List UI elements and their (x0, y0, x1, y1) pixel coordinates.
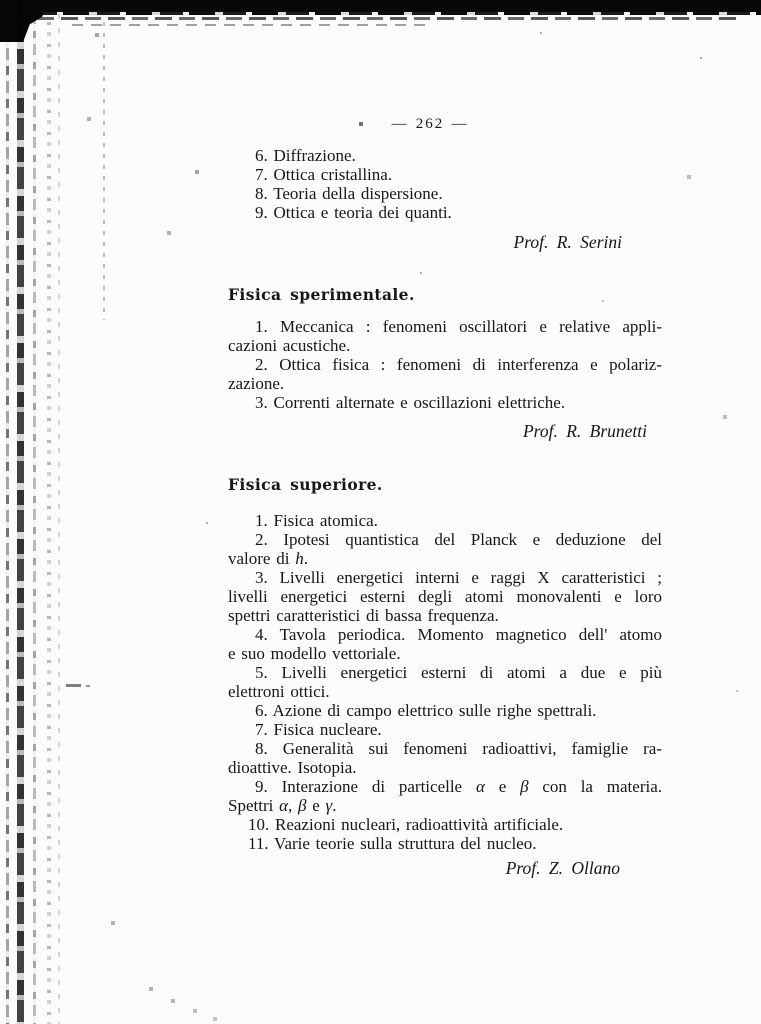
course-item (228, 834, 662, 853)
course-item (228, 720, 662, 739)
text-line: 1. Meccanica : fenomeni oscillatori e relative appli- (255, 317, 662, 336)
text-line (228, 796, 662, 815)
scan-dashed-rule (14, 17, 738, 20)
course-list (228, 511, 662, 853)
greek-beta: β (520, 777, 529, 796)
text-line: 8. Teoria della dispersione. (255, 184, 443, 203)
course-item (228, 355, 662, 393)
binding-streak (6, 0, 9, 1024)
text-segment: e (306, 796, 326, 815)
binding-streak (58, 0, 60, 1024)
section-heading: Fisica sperimentale. (228, 285, 415, 304)
text-line: 8. Generalità sui fenomeni radioattivi, famiglie ra- (255, 739, 662, 758)
professor-signature: Prof. R. Serini (513, 232, 622, 252)
text-line (228, 777, 662, 796)
text-line: 11. Varie teorie sulla struttura del nucleo. (248, 834, 537, 853)
page-content (228, 115, 662, 878)
course-item (228, 146, 662, 165)
professor-signature: Prof. R. Brunetti (522, 421, 647, 441)
book-binding-streaks (0, 0, 112, 1024)
text-segment: . (332, 796, 337, 815)
binding-streak (103, 0, 105, 320)
text-line: dioattive. Isotopia. (228, 758, 357, 777)
course-item (228, 739, 662, 777)
course-item (228, 393, 662, 412)
course-item (228, 663, 662, 701)
page-number: — 262 — (391, 116, 469, 132)
course-item (228, 203, 662, 222)
text-line: spettri caratteristici di bassa frequenza. (228, 606, 499, 625)
scan-speckles (0, 0, 2, 2)
greek-gamma: γ (325, 796, 333, 815)
text-line: 3. Correnti alternate e oscillazioni elettriche. (255, 393, 566, 412)
text-line: cazioni acustiche. (228, 336, 351, 355)
text-segment: . (303, 549, 308, 568)
scan-dashed-rule-faint (72, 24, 432, 26)
text-segment: con la materia. (528, 777, 663, 796)
text-line: 7. Ottica cristallina. (255, 165, 393, 184)
text-line: 3. Livelli energetici interni e raggi X caratteristici ; (255, 568, 662, 587)
course-item (228, 317, 662, 355)
course-item (228, 568, 662, 625)
text-line: 4. Tavola periodica. Momento magnetico dell' atomo (255, 625, 662, 644)
scan-top-band (0, 0, 761, 12)
text-line: 6. Azione di campo elettrico sulle righe spettrali. (255, 701, 597, 720)
binding-streak (47, 0, 51, 1024)
text-segment: valore di (228, 549, 296, 568)
margin-pen-mark (66, 684, 81, 687)
scan-top-band-ragged-edge (0, 12, 761, 15)
course-item (228, 625, 662, 663)
text-line: 6. Diffrazione. (255, 146, 356, 165)
text-line: 7. Fisica nucleare. (255, 720, 382, 739)
text-segment: 9. Interazione di particelle (255, 777, 476, 796)
text-line: 2. Ipotesi quantistica del Planck e deduzione del (255, 530, 662, 549)
text-line: 1. Fisica atomica. (255, 511, 378, 530)
course-item (228, 777, 662, 815)
text-line: 10. Reazioni nucleari, radioattività artificiale. (248, 815, 564, 834)
course-item (228, 530, 662, 568)
greek-beta: β (298, 796, 307, 815)
greek-alpha: α (279, 796, 289, 815)
text-segment: Spettri (228, 796, 280, 815)
text-line: 9. Ottica e teoria dei quanti. (255, 203, 452, 222)
section-heading: Fisica superiore. (228, 475, 383, 494)
text-line: 5. Livelli energetici esterni di atomi a due e più (255, 663, 662, 682)
course-item (228, 184, 662, 203)
course-item (228, 701, 662, 720)
text-line: elettroni ottici. (228, 682, 330, 701)
math-variable: h (295, 549, 304, 568)
text-line (228, 549, 662, 568)
text-segment: e (484, 777, 521, 796)
course-item (228, 511, 662, 530)
binding-streak (33, 0, 36, 1024)
text-line: livelli energetici esterni degli atomi monovalenti e loro (228, 587, 662, 606)
text-line: e suo modello vettoriale. (228, 644, 401, 663)
greek-alpha: α (475, 777, 485, 796)
course-item (228, 815, 662, 834)
text-line: 2. Ottica fisica : fenomeni di interferenza e polariz- (255, 355, 662, 374)
course-list (228, 317, 662, 412)
text-line: zazione. (228, 374, 285, 393)
course-item (228, 165, 662, 184)
binding-streak (17, 0, 24, 1024)
text-segment: , (288, 796, 299, 815)
course-list-continuation (228, 146, 662, 222)
professor-signature: Prof. Z. Ollano (505, 858, 620, 878)
